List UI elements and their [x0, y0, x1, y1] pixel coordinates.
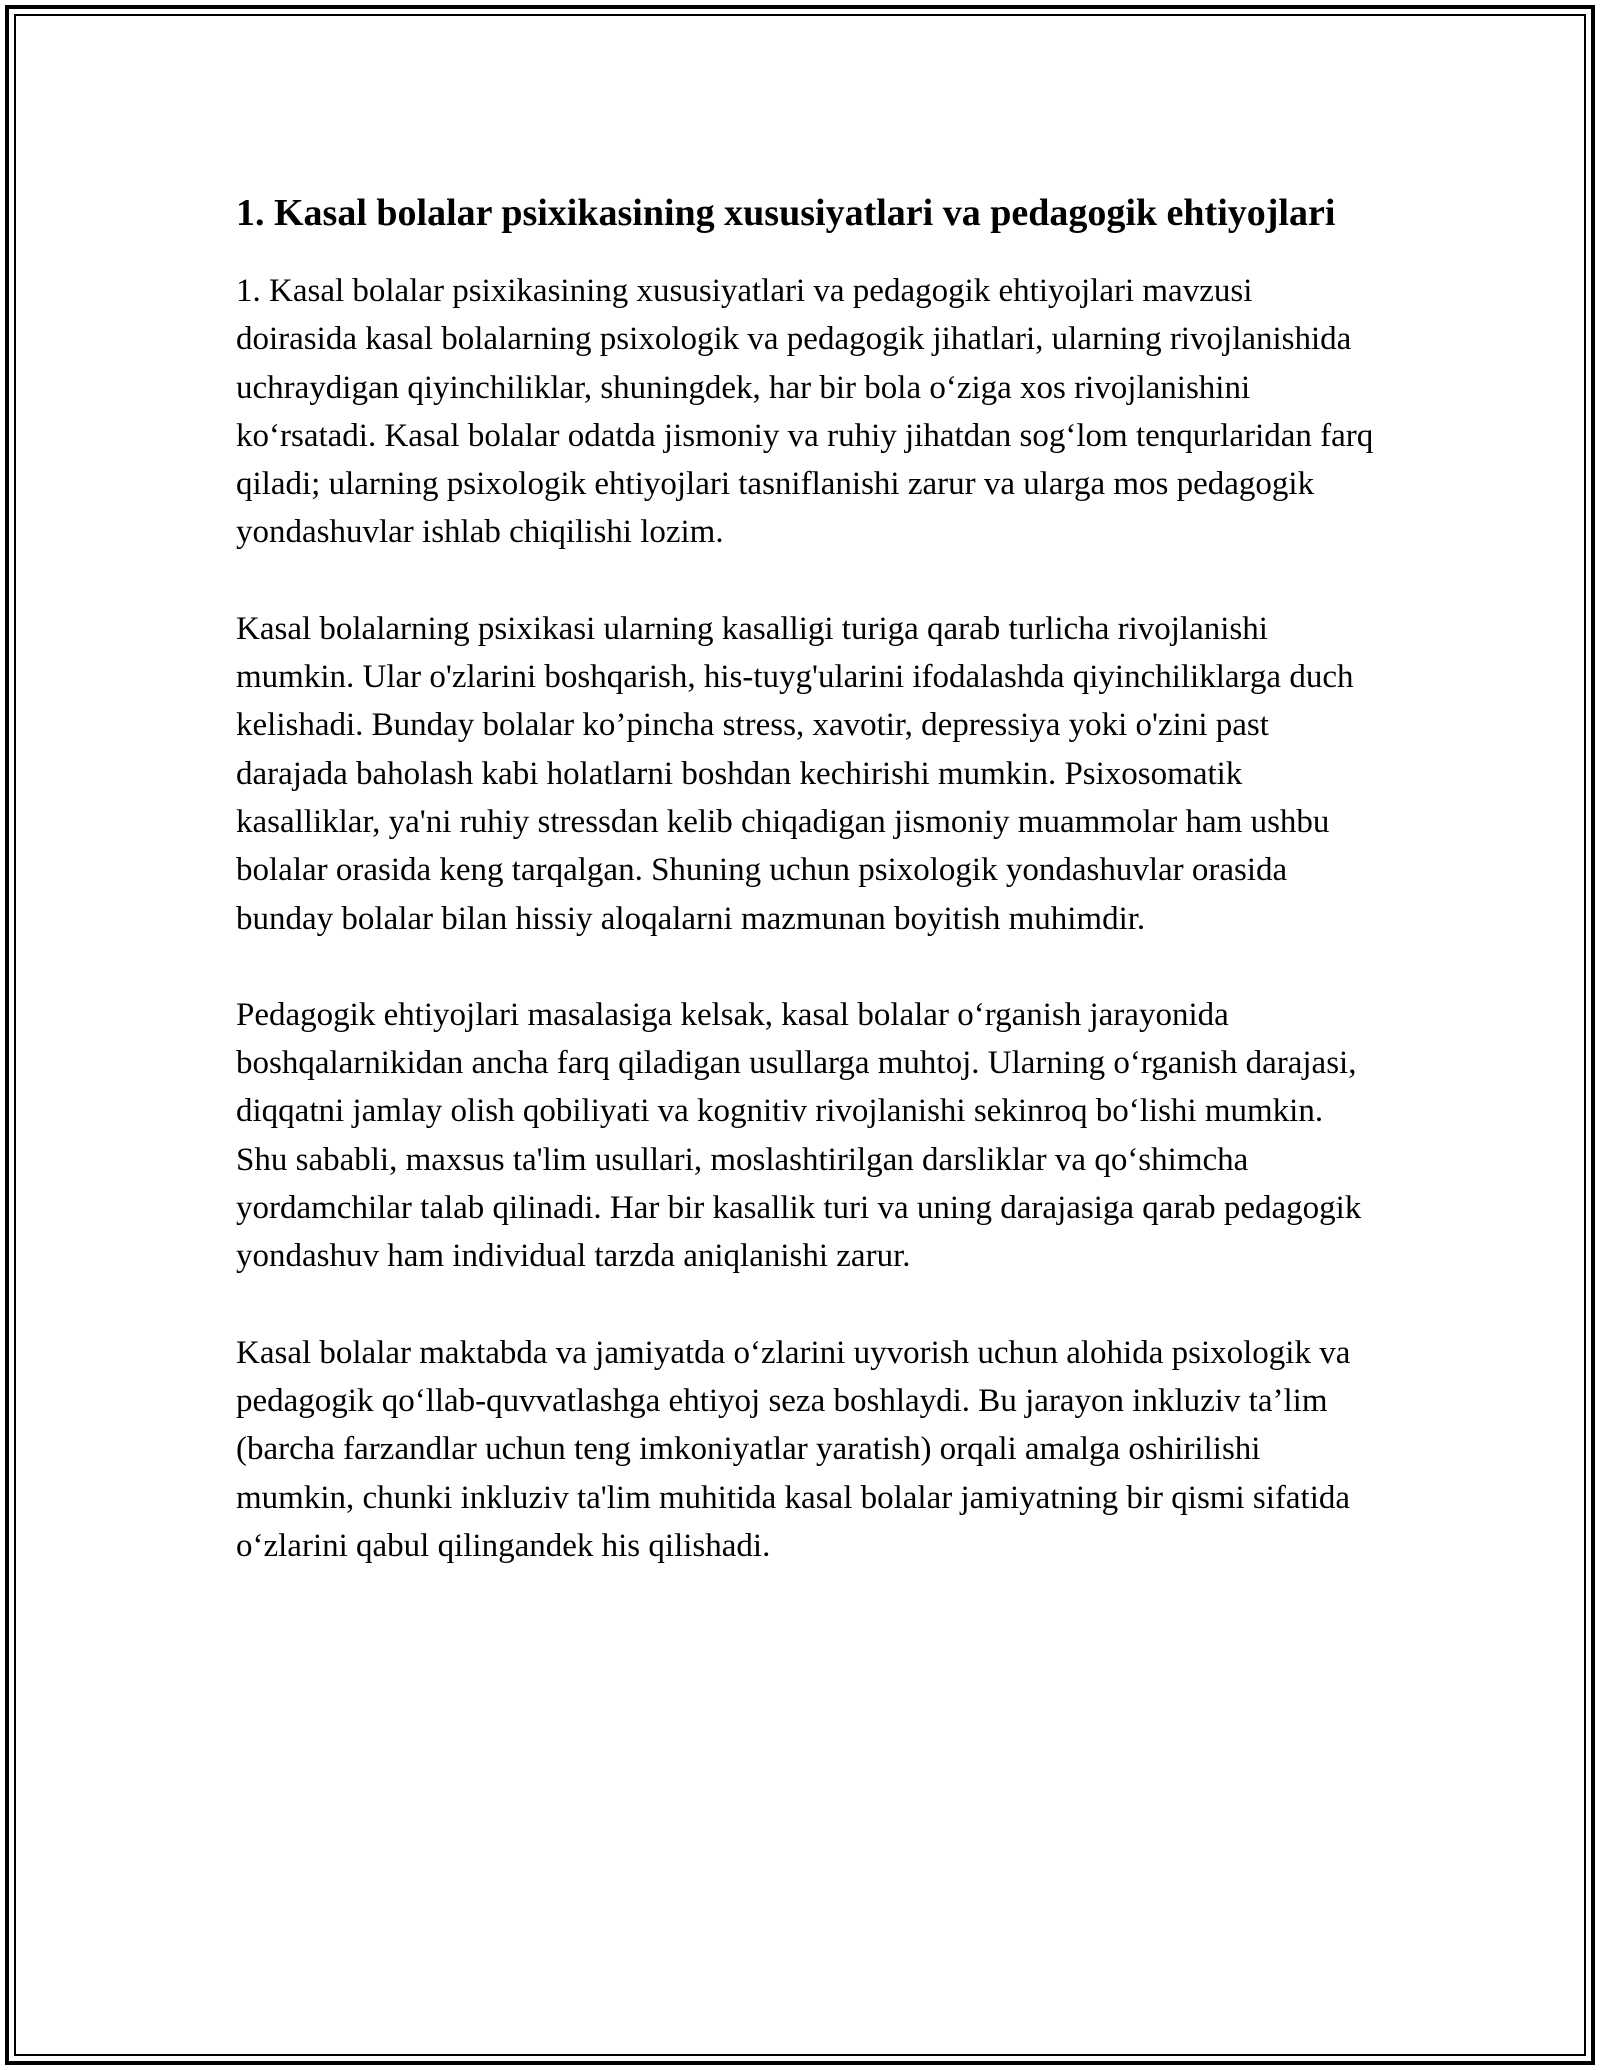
paragraph-pedagogical-needs: Pedagogik ehtiyojlari masalasiga kelsak, kasal bolalar o‘rganish jarayonida boshqalarnikidan ancha farq qiladigan usullarga muhtoj. Ularning o‘rganish darajasi, diqqatni jamlay olish qobiliyati va kognitiv rivojlanishi sekinroq bo‘lishi mumkin. Shu sababli, maxsus ta'lim usullari, moslashtirilgan darsliklar va qo‘shimcha yordamchilar talab qilinadi. Har bir kasallik turi va uning darajasiga qarab pedagogik yondashuv ham individual tarzda aniqlanishi zarur.	[236, 996, 1362, 1275]
paragraph-intro: 1. Kasal bolalar psixikasining xususiyatlari va pedagogik ehtiyojlari mavzusi doirasida kasal bolalarning psixologik va pedagogik jihatlari, ularning rivojlanishida uchraydigan qiyinchiliklar, shuningdek, har bir bola o‘ziga xos rivojlanishini ko‘rsatadi. Kasal bolalar odatda jismoniy va ruhiy jihatdan sog‘lom tenqurlaridan farq qiladi; ularning psixologik ehtiyojlari tasniflanishi zarur va ularga mos pedagogik yondashuvlar ishlab chiqilishi lozim.	[236, 273, 1374, 551]
paragraph-inclusive-education: Kasal bolalar maktabda va jamiyatda o‘zlarini uyvorish uchun alohida psixologik va pedagogik qo‘llab-quvvatlashga ehtiyoj seza boshlaydi. Bu jarayon inkluziv ta’lim (barcha farzandlar uchun teng imkoniyatlar yaratish) orqali amalga oshirilishi mumkin, chunki inkluziv ta'lim muhitida kasal bolalar jamiyatning bir qismi sifatida o‘zlarini qabul qilingandek his qilishadi.	[236, 1334, 1351, 1564]
document-title: 1. Kasal bolalar psixikasining xususiyatlari va pedagogik ehtiyojlari	[236, 192, 1336, 234]
paragraph-psychology: Kasal bolalarning psixikasi ularning kasalligi turiga qarab turlicha rivojlanishi mumkin. Ular o'zlarini boshqarish, his-tuyg'ularini ifodalashda qiyinchiliklarga duch kelishadi. Bunday bolalar ko’pincha stress, xavotir, depressiya yoki o'zini past darajada baholash kabi holatlarni boshdan kechirishi mumkin. Psixosomatik kasalliklar, ya'ni ruhiy stressdan kelib chiqadigan jismoniy muammolar ham ushbu bolalar orasida keng tarqalgan. Shuning uchun psixologik yondashuvlar orasida bunday bolalar bilan hissiy aloqalarni mazmunan boyitish muhimdir.	[236, 610, 1354, 937]
document-body	[236, 186, 1376, 1618]
